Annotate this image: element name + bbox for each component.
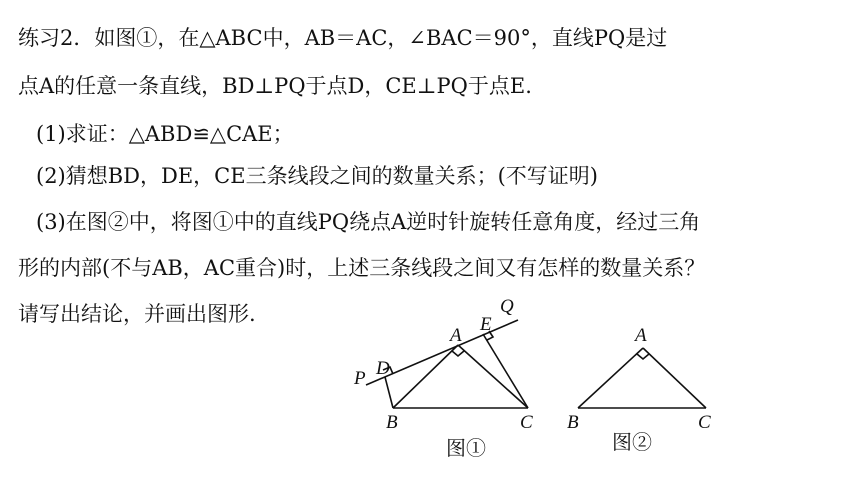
problem-part-2: (2)猜想BD，DE，CE三条线段之间的数量关系；(不写证明)	[36, 164, 598, 188]
label-c1: C	[520, 412, 533, 433]
segment-bd	[385, 377, 393, 408]
label-a1: A	[450, 325, 462, 346]
segment-ac	[458, 345, 528, 408]
segment-ab-2	[578, 348, 643, 408]
label-b1: B	[386, 412, 398, 433]
label-p: P	[354, 368, 366, 389]
segment-ab	[393, 345, 458, 408]
label-q: Q	[500, 296, 514, 317]
right-angle-a2	[637, 354, 649, 359]
label-a2: A	[635, 325, 647, 346]
segment-ac-2	[643, 348, 706, 408]
problem-part-1: (1)求证：△ABD≌△CAE；	[36, 122, 294, 146]
label-c2: C	[698, 412, 711, 433]
figure-1	[366, 320, 528, 408]
problem-part-3-cont: 形的内部(不与AB，AC重合)时，上述三条线段之间又有怎样的数量关系？	[18, 256, 706, 280]
problem-line-2: 点A的任意一条直线，BD⊥PQ于点D，CE⊥PQ于点E.	[18, 74, 532, 98]
label-b2: B	[567, 412, 579, 433]
problem-part-3: (3)在图②中，将图①中的直线PQ绕点A逆时针旋转任意角度，经过三角	[36, 210, 701, 234]
figure-1-caption: 图①	[446, 436, 486, 460]
problem-part-3-end: 请写出结论，并画出图形.	[18, 302, 256, 326]
label-d: D	[376, 358, 390, 379]
right-angle-a1	[452, 351, 464, 356]
label-e: E	[480, 314, 492, 335]
figure-2-caption: 图②	[612, 430, 652, 454]
segment-ce	[483, 334, 528, 408]
figure-2	[578, 348, 706, 408]
problem-line-1: 练习2．如图①，在△ABC中，AB＝AC，∠BAC＝90°，直线PQ是过	[18, 26, 668, 50]
